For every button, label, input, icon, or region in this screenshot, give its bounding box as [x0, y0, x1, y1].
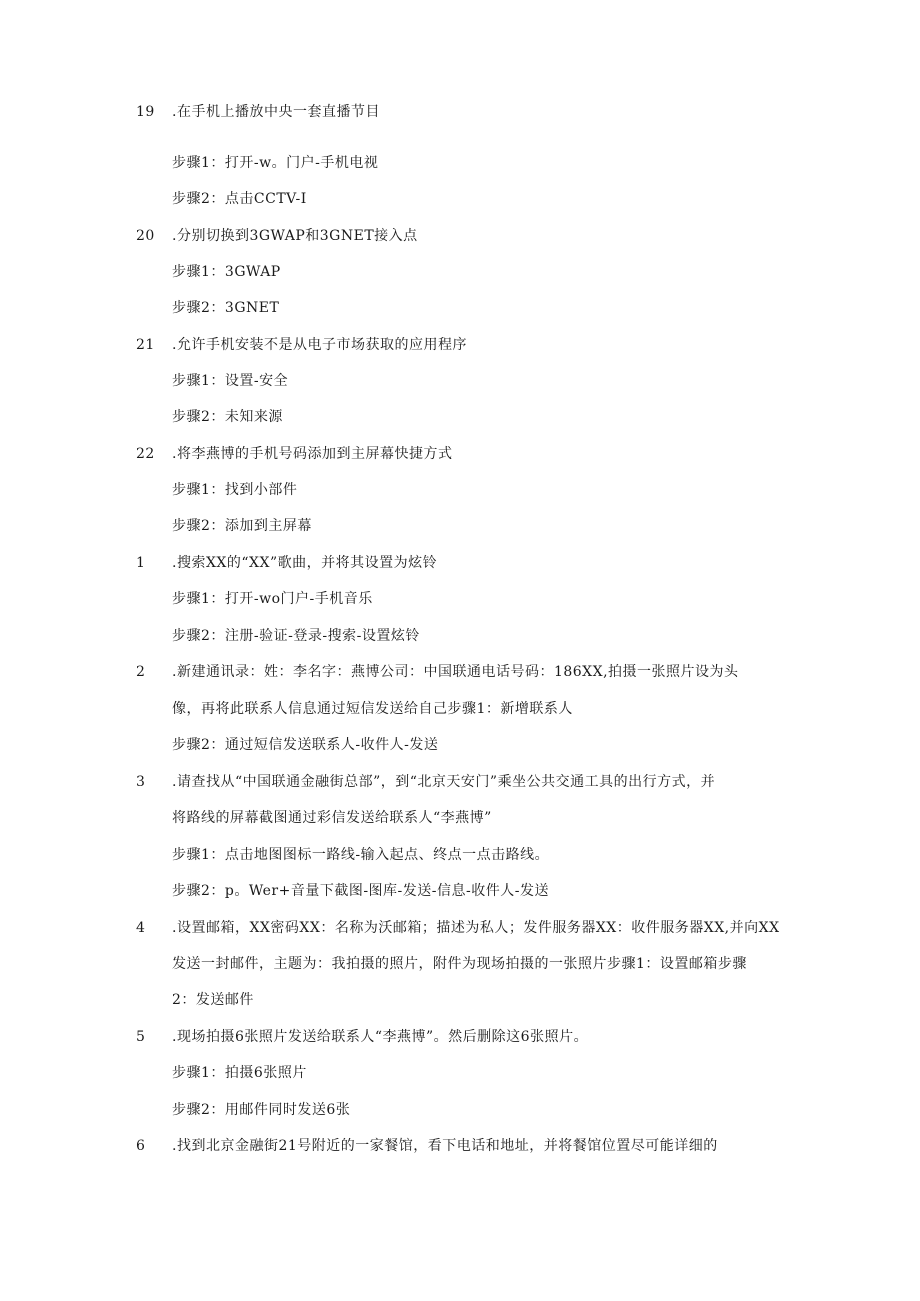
step-line: 步骤2：通过短信发送联系人-收件人-发送 — [172, 737, 439, 753]
question-text: .设置邮箱，XX密码XX：名称为沃邮箱；描述为私人；发件服务器XX：收件服务器XX,并向XX — [172, 920, 780, 936]
question-5 — [136, 1027, 588, 1047]
question-1 — [136, 553, 437, 573]
question-number: 21 — [136, 337, 155, 353]
step-line: 步骤2：p。Wer+音量下截图-图库-发送-信息-收件人-发送 — [172, 883, 549, 899]
step-line: 步骤1：找到小部件 — [172, 482, 298, 498]
question-text: .分别切换到3GWAP和3GNET接入点 — [172, 228, 418, 244]
question-text: .新建通讯录：姓：李名字：燕博公司：中国联通电话号码：186XX,拍摄一张照片设为头 — [172, 664, 739, 680]
question-text: .搜索XX的“XX”歌曲，并将其设置为炫铃 — [172, 555, 438, 571]
question-number: 6 — [136, 1138, 146, 1154]
question-20 — [136, 226, 418, 246]
step-line: 步骤2：3GNET — [172, 300, 280, 316]
step-line: 步骤1：设置-安全 — [172, 373, 289, 389]
question-text: .在手机上播放中央一套直播节目 — [172, 104, 380, 120]
question-3 — [136, 772, 715, 792]
question-4 — [136, 918, 780, 938]
question-text: .将李燕博的手机号码添加到主屏幕快捷方式 — [172, 446, 453, 462]
question-text: .允许手机安装不是从电子市场获取的应用程序 — [172, 337, 467, 353]
question-number: 20 — [136, 228, 155, 244]
question-22 — [136, 444, 452, 464]
step-line: 步骤1：拍摄6张照片 — [172, 1065, 307, 1081]
step-line: 步骤2：添加到主屏幕 — [172, 518, 312, 534]
step-line: 步骤1：点击地图图标一路线-输入起点、终点一点击路线。 — [172, 847, 550, 863]
step-line: 步骤1：3GWAP — [172, 264, 281, 280]
step-line: 步骤2：未知来源 — [172, 409, 283, 425]
question-number: 3 — [136, 774, 146, 790]
step-line: 步骤2：用邮件同时发送6张 — [172, 1102, 351, 1118]
question-number: 5 — [136, 1029, 146, 1045]
question-number: 4 — [136, 920, 146, 936]
question-21 — [136, 335, 467, 355]
step-line: 步骤1：打开-w。门户-手机电视 — [172, 155, 379, 171]
continuation-line: 像，再将此联系人信息通过短信发送给自己步骤1：新增联系人 — [172, 701, 573, 717]
continuation-line: 将路线的屏幕截图通过彩信发送给联系人“李燕博” — [172, 810, 492, 826]
question-number: 19 — [136, 104, 155, 120]
question-number: 22 — [136, 446, 155, 462]
step-line: 步骤1：打开-wo门户-手机音乐 — [172, 591, 373, 607]
step-line: 步骤2：注册-验证-登录-搜索-设置炫铃 — [172, 628, 420, 644]
question-number: 1 — [136, 555, 146, 571]
question-number: 2 — [136, 664, 146, 680]
continuation-line: 2：发送邮件 — [172, 992, 254, 1008]
question-6 — [136, 1136, 718, 1156]
question-text: .请查找从“中国联通金融街总部”，到“北京天安门”乘坐公共交通工具的出行方式，并 — [172, 774, 716, 790]
question-text: .现场拍摄6张照片发送给联系人“李燕博”。然后删除这6张照片。 — [172, 1029, 589, 1045]
question-2 — [136, 662, 739, 682]
question-19 — [136, 102, 380, 122]
question-text: .找到北京金融街21号附近的一家餐馆，看下电话和地址，并将餐馆位置尽可能详细的 — [172, 1138, 718, 1154]
step-line: 步骤2：点击CCTV-I — [172, 191, 307, 207]
continuation-line: 发送一封邮件，主题为：我拍摄的照片，附件为现场拍摄的一张照片步骤1：设置邮箱步骤 — [172, 956, 747, 972]
